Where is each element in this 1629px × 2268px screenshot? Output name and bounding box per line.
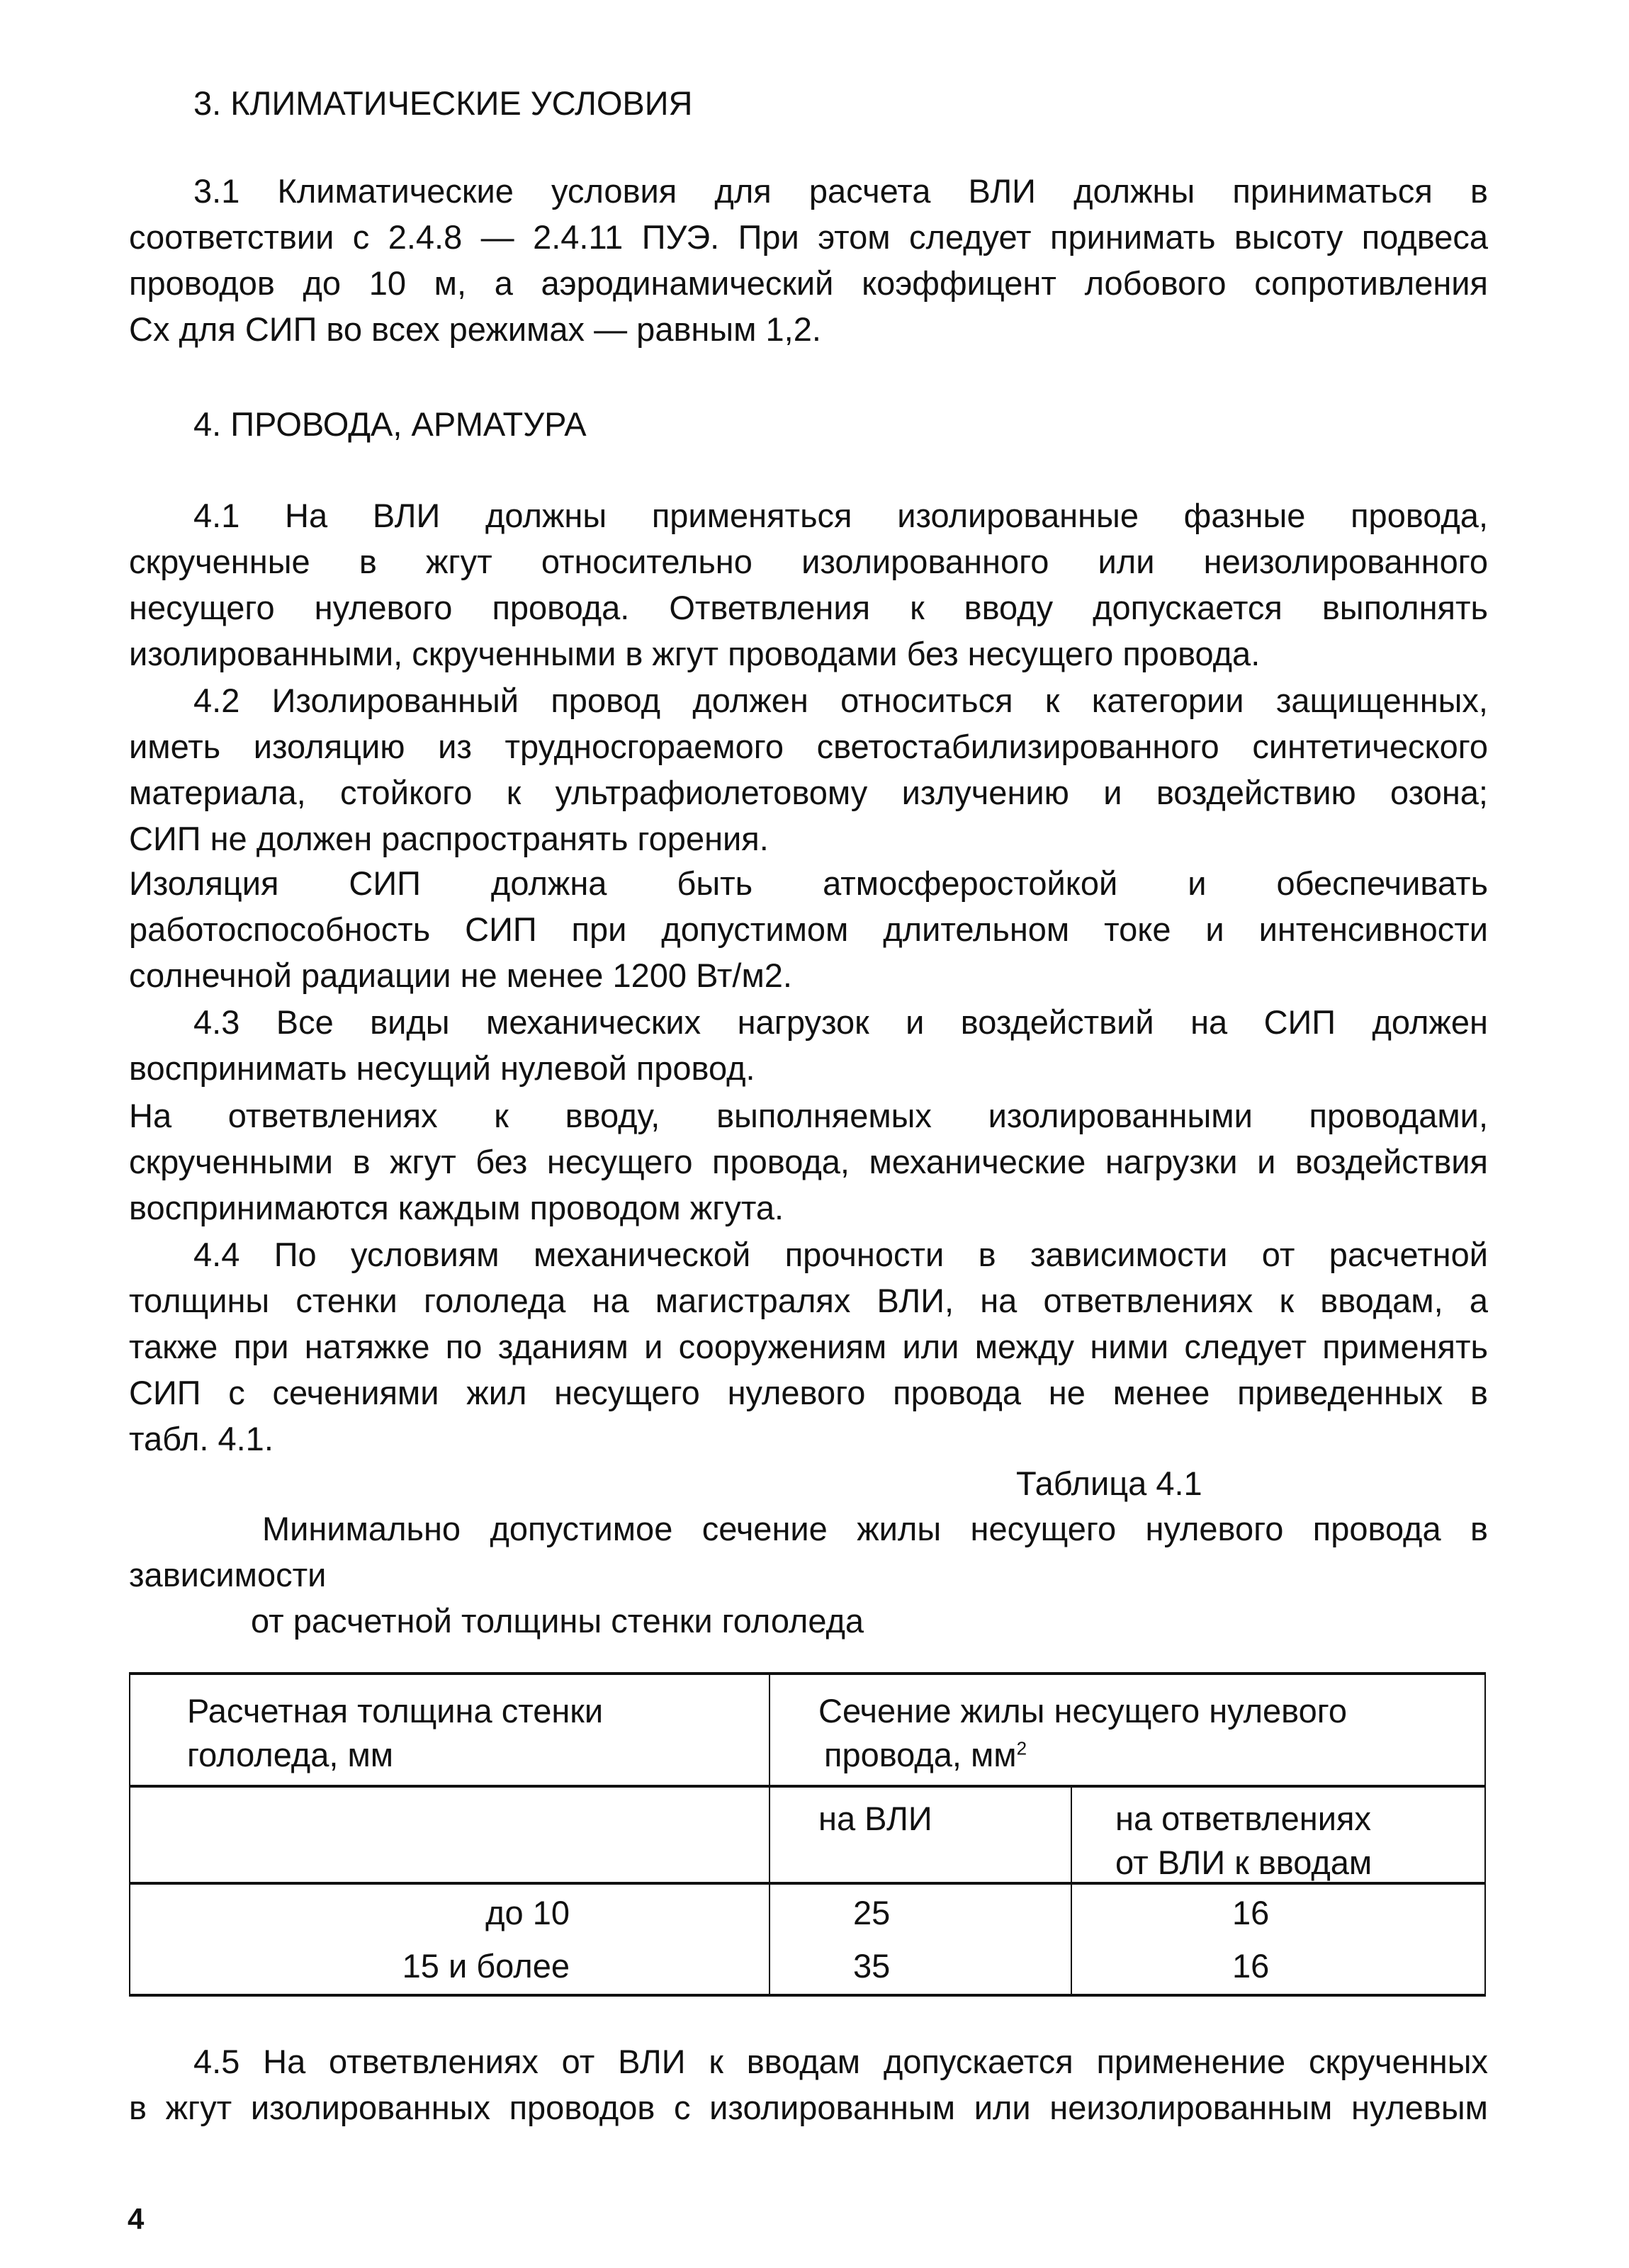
caption-line: Минимально допустимое сечение жилы несущего нулевого провода в [262, 1510, 1488, 1547]
paragraph-4-1 [129, 492, 1488, 677]
text-line: солнечной радиации не менее 1200 Вт/м2. [129, 957, 792, 994]
text-line: 4.1 На ВЛИ должны применяться изолированные фазные провода, [193, 497, 1488, 534]
cell-vli: 35 [853, 1947, 891, 1985]
subheader-vli: на ВЛИ [818, 1800, 932, 1837]
header-line: Расчетная толщина стенки [187, 1692, 604, 1730]
text-line: табл. 4.1. [129, 1420, 274, 1457]
superscript: 2 [1016, 1737, 1027, 1759]
text-line: скрученными в жгут без несущего провода, механические нагрузки и воздействия [129, 1143, 1488, 1180]
paragraph-4-5 [129, 2038, 1488, 2131]
header-cross-section [818, 1689, 1347, 1777]
text-line: СИП с сечениями жил несущего нулевого провода не менее приведенных в [129, 1374, 1488, 1411]
text-line: работоспособность СИП при допустимом длительном токе и интенсивности [129, 910, 1488, 948]
text-line: Изоляция СИП должна быть атмосферостойкой и обеспечивать [129, 864, 1488, 902]
text-line: Сх для СИП во всех режимах — равным 1,2. [129, 310, 821, 348]
header-line: гололеда, мм [187, 1736, 394, 1773]
cell-vli: 25 [853, 1894, 891, 1931]
section-4-heading: 4. ПРОВОДА, АРМАТУРА [193, 405, 587, 443]
text-line: воспринимаются каждым проводом жгута. [129, 1189, 784, 1226]
header-line: Сечение жилы несущего нулевого [818, 1692, 1348, 1730]
text-line: СИП не должен распространять горения. [129, 820, 769, 857]
caption-line: от расчетной толщины стенки гололеда [251, 1602, 864, 1640]
paragraph-4-4 [129, 1231, 1488, 1462]
text-line: скрученные в жгут относительно изолированного или неизолированного [129, 543, 1488, 580]
cell-branches: 16 [1232, 1894, 1270, 1931]
table-label: Таблица 4.1 [1016, 1465, 1202, 1502]
table-caption [129, 1506, 1488, 1644]
paragraph-3-1 [129, 168, 1488, 352]
caption-line: зависимости [129, 1556, 327, 1593]
table-rule [130, 1785, 1484, 1788]
text-line: материала, стойкого к ультрафиолетовому излучению и воздействию озона; [129, 774, 1488, 811]
header-line: от ВЛИ к вводам [1115, 1844, 1372, 1881]
paragraph-4-2 [129, 677, 1488, 862]
cell-thickness: 15 и более [402, 1947, 570, 1985]
paragraph-branches [129, 1093, 1488, 1231]
text-line: воспринимать несущий нулевой провод. [129, 1049, 755, 1087]
text-line: в жгут изолированных проводов с изолированным или неизолированным нулевым [129, 2089, 1488, 2126]
cell-thickness: до 10 [485, 1894, 570, 1931]
paragraph-4-3 [129, 999, 1488, 1091]
table-4-1 [129, 1672, 1486, 1997]
paragraph-insulation [129, 860, 1488, 998]
text-line: На ответвлениях к вводу, выполняемых изолированными проводами, [129, 1097, 1488, 1134]
text-line: 4.5 На ответвлениях от ВЛИ к вводам допускается применение скрученных [193, 2043, 1488, 2080]
text-line: несущего нулевого провода. Ответвления к вводу допускается выполнять [129, 589, 1488, 626]
text-line: соответствии с 2.4.8 — 2.4.11 ПУЭ. При этом следует принимать высоту подвеса [129, 218, 1488, 256]
text-line: также при натяжке по зданиям и сооружениям или между ними следует применять [129, 1328, 1488, 1365]
text-line: толщины стенки гололеда на магистралях ВЛИ, на ответвлениях к вводам, а [129, 1282, 1488, 1319]
text-line: проводов до 10 м, а аэродинамический коэффицент лобового сопротивления [129, 264, 1488, 302]
page-number: 4 [128, 2202, 145, 2235]
text-line: 4.2 Изолированный провод должен относиться к категории защищенных, [193, 682, 1488, 719]
header-line: провода, мм [824, 1736, 1017, 1773]
header-thickness [187, 1689, 603, 1777]
text-line: 3.1 Климатические условия для расчета ВЛИ должны приниматься в [193, 172, 1488, 210]
table-column-divider [1071, 1786, 1072, 1994]
text-line: иметь изоляцию из трудносгораемого светостабилизированного синтетического [129, 728, 1488, 765]
header-line: на ответвлениях [1115, 1800, 1371, 1837]
text-line: изолированными, скрученными в жгут проводами без несущего провода. [129, 635, 1261, 672]
cell-branches: 16 [1232, 1947, 1270, 1985]
subheader-branches [1115, 1797, 1372, 1885]
text-line: 4.3 Все виды механических нагрузок и воздействий на СИП должен [193, 1003, 1488, 1041]
section-3-heading: 3. КЛИМАТИЧЕСКИЕ УСЛОВИЯ [193, 84, 693, 122]
table-column-divider [769, 1675, 770, 1994]
text-line: 4.4 По условиям механической прочности в зависимости от расчетной [193, 1236, 1488, 1273]
